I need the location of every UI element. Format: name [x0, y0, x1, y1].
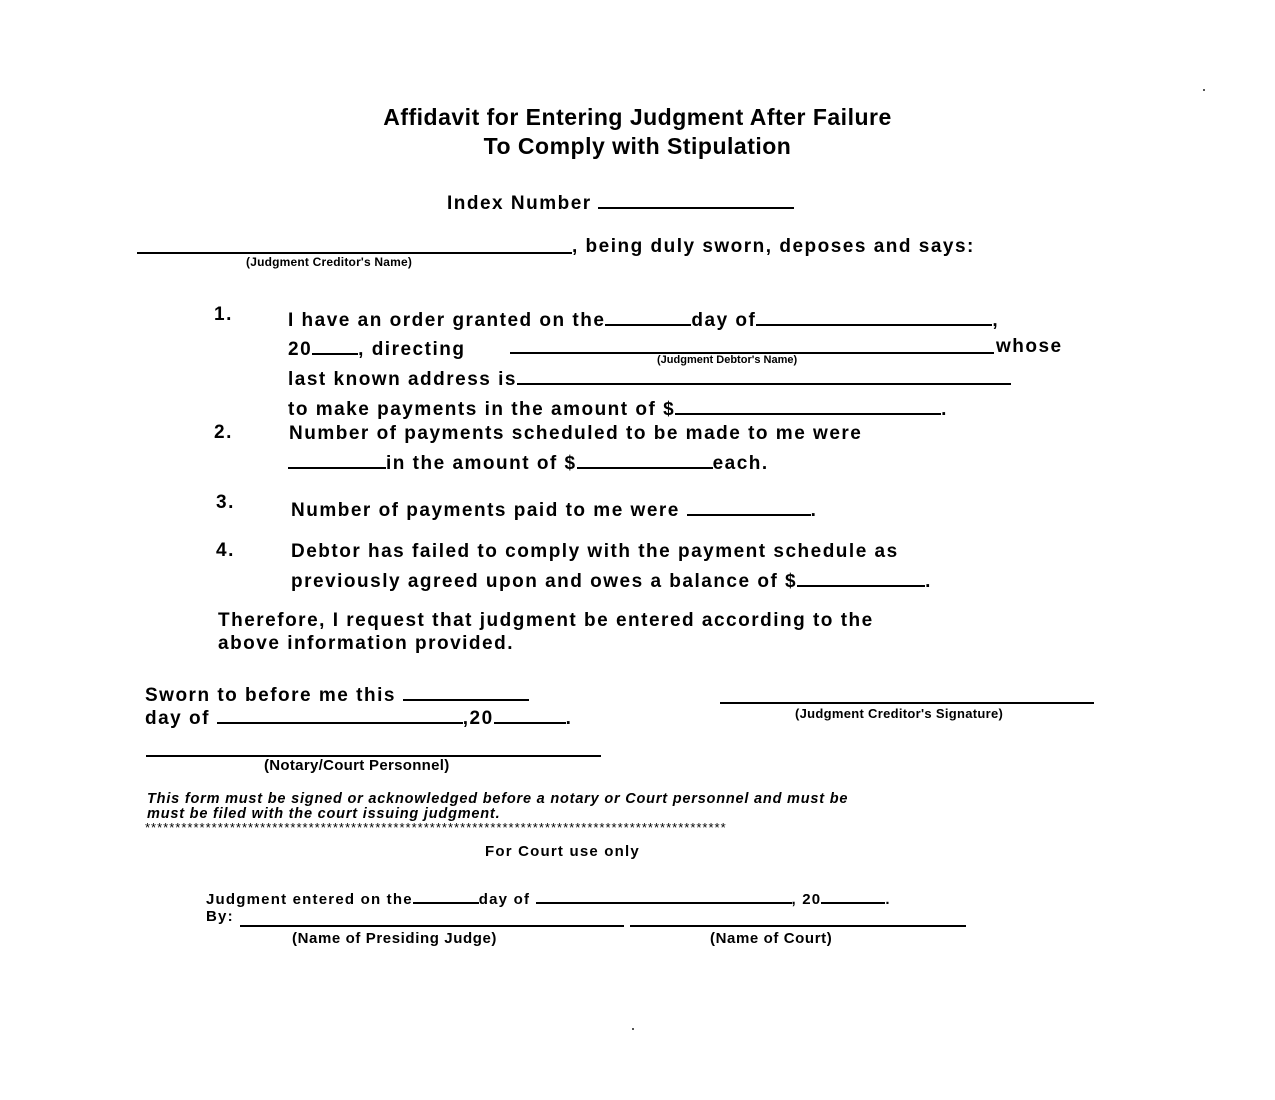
sworn-day-field[interactable]	[403, 679, 529, 701]
debtor-name-caption: (Judgment Debtor's Name)	[657, 354, 798, 366]
item-1-day-of-text: day of	[691, 309, 757, 331]
court-name-field[interactable]	[630, 925, 966, 927]
item-1-line-3	[288, 363, 1011, 391]
sworn-text: Sworn to before me this	[145, 684, 396, 706]
item-3-period: .	[810, 499, 818, 521]
index-number-field[interactable]	[598, 187, 794, 209]
item-1-number: 1.	[214, 304, 233, 325]
item-2-line-1: Number of payments scheduled to be made to me were	[289, 423, 863, 444]
order-year-field[interactable]	[312, 333, 358, 355]
item-3-paid-text: Number of payments paid to me were	[291, 499, 680, 521]
item-2-line-2	[288, 447, 769, 475]
court-by-label: By:	[206, 908, 234, 925]
index-number-label: Index Number	[447, 192, 592, 214]
court-year-prefix: , 20	[791, 890, 822, 908]
notice-line-1: This form must be signed or acknowledged before a notary or Court personnel and must be	[147, 791, 849, 807]
court-entered-text: Judgment entered on the	[206, 890, 413, 908]
item-3-number: 3.	[216, 492, 235, 513]
sworn-month-field[interactable]	[217, 702, 463, 724]
intro-text: , being duly sworn, deposes and says:	[572, 236, 975, 257]
item-1-line-2	[288, 333, 465, 361]
item-1-whose-text: whose	[996, 336, 1063, 357]
presiding-judge-caption: (Name of Presiding Judge)	[292, 930, 498, 947]
therefore-line-2: above information provided.	[218, 633, 514, 654]
court-year-field[interactable]	[821, 886, 885, 904]
item-2-number: 2.	[214, 422, 233, 443]
item-2-amount-text: in the amount of $	[386, 452, 577, 474]
order-day-field[interactable]	[605, 304, 691, 326]
sworn-year-prefix: ,20	[462, 707, 494, 729]
balance-field[interactable]	[797, 565, 925, 587]
item-4-number: 4.	[216, 540, 235, 561]
notice-line-2: must be filed with the court issuing judgment.	[147, 806, 501, 822]
item-4-balance-text: previously agreed upon and owes a balance of $	[291, 570, 798, 592]
notary-caption: (Notary/Court Personnel)	[264, 757, 450, 774]
item-4-line-1: Debtor has failed to comply with the payment schedule as	[291, 541, 899, 562]
item-1-address-text: last known address is	[288, 368, 517, 390]
payment-amount-field[interactable]	[675, 393, 941, 415]
item-4-line-2	[291, 565, 932, 593]
court-line-1	[206, 886, 891, 908]
presiding-judge-field[interactable]	[240, 925, 624, 927]
item-1-line-1	[288, 304, 999, 332]
sworn-year-field[interactable]	[494, 702, 566, 724]
item-1-directing-text: , directing	[358, 338, 466, 360]
court-month-field[interactable]	[536, 886, 792, 904]
court-name-caption: (Name of Court)	[710, 930, 833, 947]
form-title-line-1: Affidavit for Entering Judgment After Failure	[383, 104, 892, 130]
item-1-order-text: I have an order granted on the	[288, 309, 606, 331]
item-2-each-text: each.	[712, 452, 769, 474]
court-period: .	[885, 890, 891, 908]
court-day-of-text: day of	[478, 890, 531, 908]
sworn-line-2	[145, 702, 572, 730]
court-day-field[interactable]	[413, 886, 479, 904]
item-1-year-prefix: 20	[288, 338, 313, 360]
scheduled-payments-field[interactable]	[288, 447, 386, 469]
creditor-signature-caption: (Judgment Creditor's Signature)	[795, 706, 1004, 721]
creditor-signature-field[interactable]	[720, 702, 1094, 704]
sworn-period: .	[565, 707, 573, 729]
item-4-period: .	[925, 570, 932, 592]
scan-speck	[632, 1028, 634, 1030]
creditor-name-field[interactable]	[137, 252, 572, 254]
item-1-payment-text: to make payments in the amount of $	[288, 398, 676, 420]
index-number-row	[447, 187, 794, 215]
debtor-address-field[interactable]	[517, 363, 1011, 385]
item-1-comma: ,	[992, 309, 1000, 331]
scan-speck	[1203, 89, 1205, 91]
therefore-line-1: Therefore, I request that judgment be entered according to the	[218, 610, 874, 631]
order-month-field[interactable]	[756, 304, 992, 326]
item-1-line-4	[288, 393, 948, 421]
court-use-heading: For Court use only	[485, 843, 640, 860]
scheduled-amount-field[interactable]	[577, 447, 713, 469]
item-3-line-1	[291, 494, 817, 522]
creditor-name-caption: (Judgment Creditor's Name)	[246, 255, 413, 269]
sworn-day-of-text: day of	[145, 707, 210, 729]
item-1-period: .	[941, 398, 948, 420]
form-title-line-2: To Comply with Stipulation	[483, 133, 792, 159]
payments-paid-field[interactable]	[687, 494, 811, 516]
separator-stars: ************************************************************************************************	[145, 820, 727, 835]
